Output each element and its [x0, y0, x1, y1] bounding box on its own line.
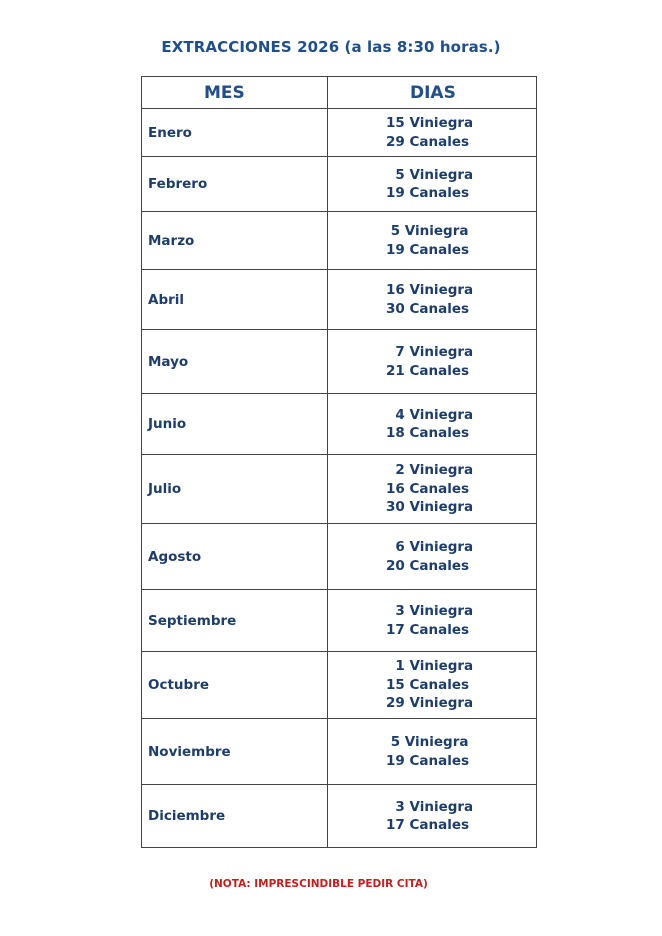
day-entry: 3 Viniegra [386, 603, 474, 619]
table-row [142, 590, 537, 652]
month-cell: Junio [142, 394, 328, 455]
table-row [142, 330, 537, 394]
days-cell [328, 455, 537, 524]
day-entry: 1 Viniegra [386, 658, 474, 675]
day-entry: 19 Canales [386, 752, 470, 769]
day-entry: 2 Viniegra [386, 462, 474, 479]
table-row [142, 109, 537, 157]
day-entry: 17 Canales [386, 621, 470, 638]
day-entry: 5 Viniegra [386, 166, 474, 183]
days-cell [328, 652, 537, 719]
day-entry: 21 Canales [386, 362, 470, 379]
day-entry: 29 Canales [386, 133, 470, 150]
days-cell [328, 394, 537, 455]
day-entry: 16 Canales [386, 480, 470, 497]
table-header-row [142, 77, 537, 109]
day-entry: 3 Viniegra [386, 798, 474, 815]
day-entry: 7 Viniegra [386, 344, 474, 360]
days-cell [328, 330, 537, 394]
days-cell [328, 212, 537, 270]
month-cell: Julio [142, 455, 328, 524]
table-row [142, 785, 537, 848]
day-entry: 20 Canales [386, 557, 470, 574]
month-cell: Enero [142, 109, 328, 157]
table-row [142, 719, 537, 785]
days-cell [328, 590, 537, 652]
month-cell: Mayo [142, 330, 328, 394]
table-row [142, 455, 537, 524]
table-row [142, 270, 537, 330]
header-dias: DIAS [328, 77, 537, 109]
day-entry: 6 Viniegra [386, 539, 474, 555]
day-entry: 15 Canales [386, 676, 470, 693]
day-entry: 5 Viniegra [386, 734, 469, 750]
day-entry: 5 Viniegra [386, 223, 469, 239]
day-entry: 17 Canales [386, 817, 470, 833]
days-cell [328, 157, 537, 212]
days-cell [328, 524, 537, 590]
day-entry: 15 Viniegra [386, 115, 474, 131]
day-entry: 18 Canales [386, 425, 470, 441]
table-body [142, 109, 537, 848]
month-cell: Agosto [142, 524, 328, 590]
page-title: EXTRACCIONES 2026 (a las 8:30 horas.) [161, 38, 501, 56]
month-cell: Marzo [142, 212, 328, 270]
month-cell: Octubre [142, 652, 328, 719]
day-entry: 16 Viniegra [386, 282, 474, 298]
table-row [142, 524, 537, 590]
table-row [142, 652, 537, 719]
day-entry: 29 Viniegra [386, 695, 474, 712]
extractions-table [141, 76, 537, 848]
day-entry: 4 Viniegra [386, 406, 474, 423]
month-cell: Diciembre [142, 785, 328, 848]
header-mes: MES [142, 77, 328, 109]
month-cell: Noviembre [142, 719, 328, 785]
days-cell [328, 785, 537, 848]
days-cell [328, 270, 537, 330]
day-entry: 19 Canales [386, 185, 470, 201]
table-row [142, 157, 537, 212]
day-entry: 19 Canales [386, 241, 470, 258]
table-row [142, 394, 537, 455]
month-cell: Febrero [142, 157, 328, 212]
month-cell: Septiembre [142, 590, 328, 652]
days-cell [328, 109, 537, 157]
month-cell: Abril [142, 270, 328, 330]
days-cell [328, 719, 537, 785]
appointment-note: (NOTA: IMPRESCINDIBLE PEDIR CITA) [209, 878, 428, 890]
day-entry: 30 Viniegra [386, 499, 474, 516]
table-row [142, 212, 537, 270]
day-entry: 30 Canales [386, 300, 470, 317]
